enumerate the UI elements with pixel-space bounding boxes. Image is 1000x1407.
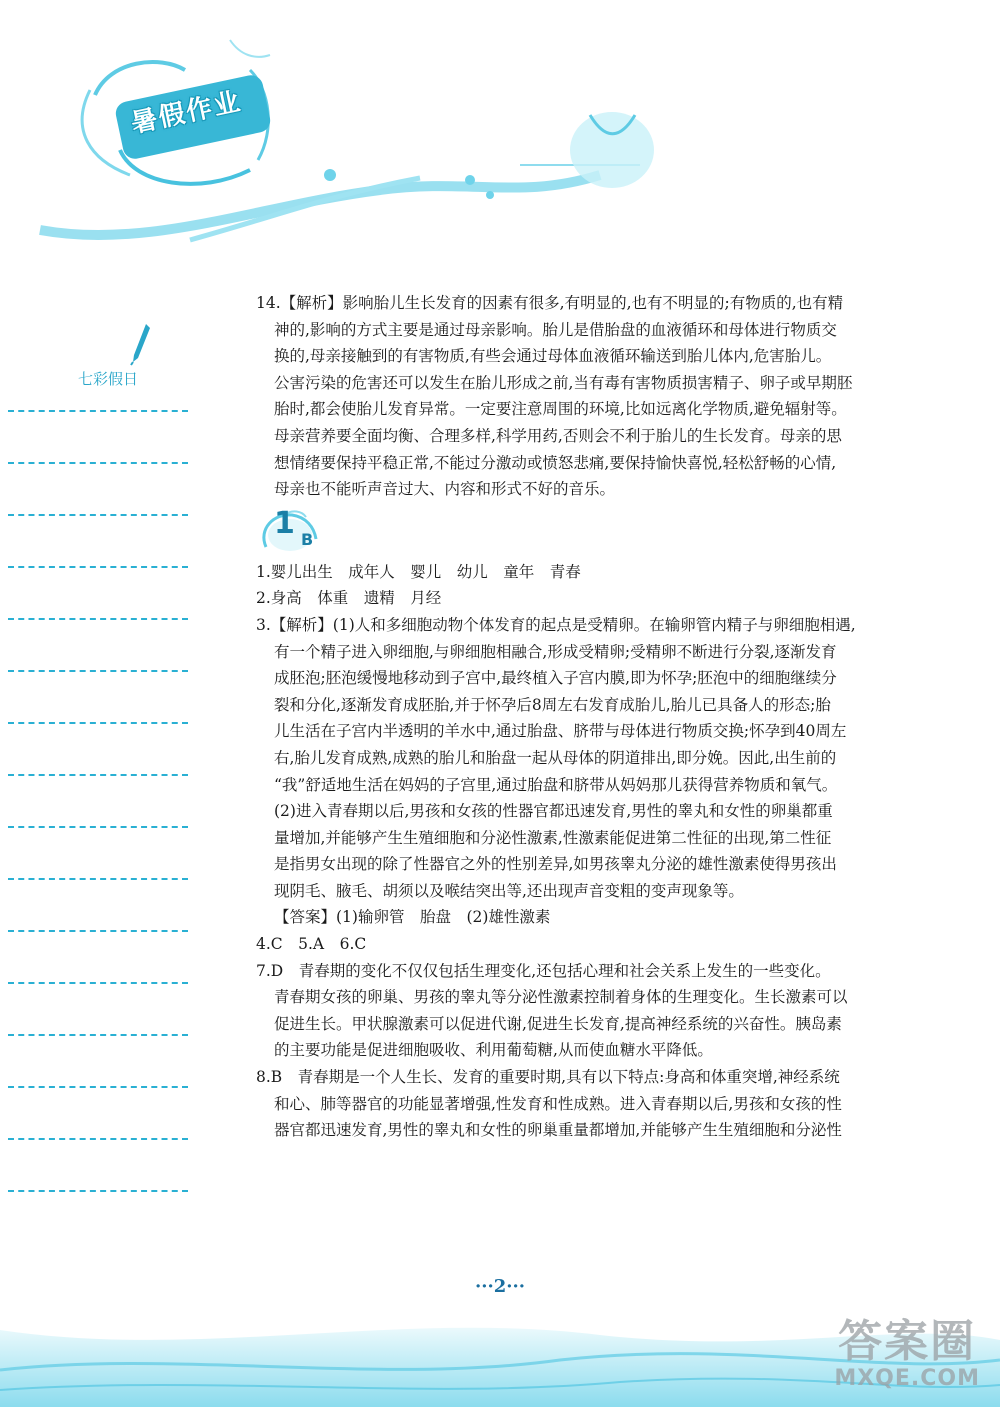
note-line [8,1086,188,1088]
q7-line: 促进生长。甲状腺激素可以促进代谢,促进生长发育,提高神经系统的兴奋性。胰岛素 [274,1014,842,1033]
q14-line: 想情绪要保持平稳正常,不能过分激动或愤怒悲痛,要保持愉快喜悦,轻松舒畅的心情, [274,453,837,472]
q8-line: 8.B 青春期是一个人生长、发育的重要时期,具有以下特点:身高和体重突增,神经系统 [256,1068,840,1087]
page-number: ···2··· [474,1276,526,1297]
q14-line: 14.【解析】影响胎儿生长发育的因素有很多,有明显的,也有不明显的;有物质的,也有精 [256,294,844,312]
q3-line: 裂和分化,逐渐发育成胚胎,并于怀孕后8周左右发育成胎儿,胎儿已具备人的形态;胎 [274,695,831,714]
note-line [8,1190,188,1192]
note-line [8,1034,188,1036]
q3-answer: 【答案】(1)输卵管 胎盘 (2)雄性激素 [274,908,551,927]
note-line [8,514,188,516]
q3-line: 量增加,并能够产生生殖细胞和分泌性激素,性激素能促进第二性征的出现,第二性征 [274,828,832,847]
note-line [8,982,188,984]
q14-line: 公害污染的危害还可以发生在胎儿形成之前,当有毒有害物质损害精子、卵子或早期胚 [274,373,853,392]
q7-line: 的主要功能是促进细胞吸收、利用葡萄糖,从而使血糖水平降低。 [274,1041,713,1060]
note-line [8,722,188,724]
note-lines [0,380,195,1280]
q3-line: “我”舒适地生活在妈妈的子宫里,通过胎盘和脐带从妈妈那儿获得营养物质和氧气。 [274,775,838,794]
q3-line: 右,胎儿发育成熟,成熟的胎儿和胎盘一起从母体的阴道排出,即分娩。因此,出生前的 [274,748,837,767]
answer-content [256,290,888,1144]
q14-line: 胎时,都会使胎儿发育异常。一定要注意周围的环境,比如远离化学物质,避免辐射等。 [274,400,847,419]
q3-line: 成胚泡;胚泡缓慢地移动到子宫中,最终植入子宫内膜,即为怀孕;胚泡中的细胞继续分 [274,669,837,688]
note-line [8,462,188,464]
q8-line: 器官都迅速发育,男性的睾丸和女性的卵巢重量都增加,并能够产生生殖细胞和分泌性 [274,1121,842,1140]
q3-line: 是指男女出现的除了性器官之外的性别差异,如男孩睾丸分泌的雄性激素使得男孩出 [274,855,837,874]
banner-title: 暑假作业 [128,86,245,140]
q8-line: 和心、肺等器官的功能显著增强,性发育和性成熟。进入青春期以后,男孩和女孩的性 [274,1094,842,1113]
note-line [8,1138,188,1140]
note-line [8,566,188,568]
note-line [8,410,188,412]
q2-answer: 2.身高 体重 遗精 月经 [256,589,442,608]
note-line [8,618,188,620]
q14-line: 母亲也不能听声音过大、内容和形式不好的音乐。 [274,480,616,499]
note-line [8,878,188,880]
q1-answer: 1.婴儿出生 成年人 婴儿 幼儿 童年 青春 [256,562,581,581]
q7-line: 青春期女孩的卵巢、男孩的睾丸等分泌性激素控制着身体的生理变化。生长激素可以 [274,988,848,1007]
pen-icon [130,322,152,366]
q14-line: 神的,影响的方式主要是通过母亲影响。胎儿是借胎盘的血液循环和母体进行物质交 [274,320,837,339]
q4-6-answer: 4.C 5.A 6.C [256,935,367,954]
q3-line: 现阴毛、腋毛、胡须以及喉结突出等,还出现声音变粗的变声现象等。 [274,881,744,900]
watermark [834,1318,980,1391]
q3-line: 3.【解析】(1)人和多细胞动物个体发育的起点是受精卵。在输卵管内精子与卵细胞相遇, [256,615,856,634]
q3-line: (2)进入青春期以后,男孩和女孩的性器官都迅速发育,男性的睾丸和女性的卵巢都重 [274,802,833,821]
note-line [8,670,188,672]
note-line [8,930,188,932]
q3-line: 有一个精子进入卵细胞,与卵细胞相融合,形成受精卵;受精卵不断进行分裂,逐渐发育 [274,642,837,661]
watermark-url: MXQE.COM [834,1366,980,1391]
section-letter: B [301,529,314,549]
note-line [8,826,188,828]
q3-line: 儿生活在子宫内半透明的羊水中,通过胎盘、脐带与母体进行物质交换;怀孕到40周左 [274,722,847,741]
q7-line: 7.D 青春期的变化不仅仅包括生理变化,还包括心理和社会关系上发生的一些变化。 [256,961,831,980]
q14-line: 母亲营养要全面均衡、合理多样,科学用药,否则会不利于胎儿的生长发育。母亲的思 [274,426,842,445]
q14-line: 换的,母亲接触到的有害物质,有些会通过母体血液循环输送到胎儿体内,危害胎儿。 [274,347,832,366]
section-badge [256,505,326,555]
watermark-title: 答案圈 [838,1316,977,1367]
sidebar-label: 七彩假日 [78,370,139,388]
section-number: 1 [274,505,295,541]
note-line [8,774,188,776]
